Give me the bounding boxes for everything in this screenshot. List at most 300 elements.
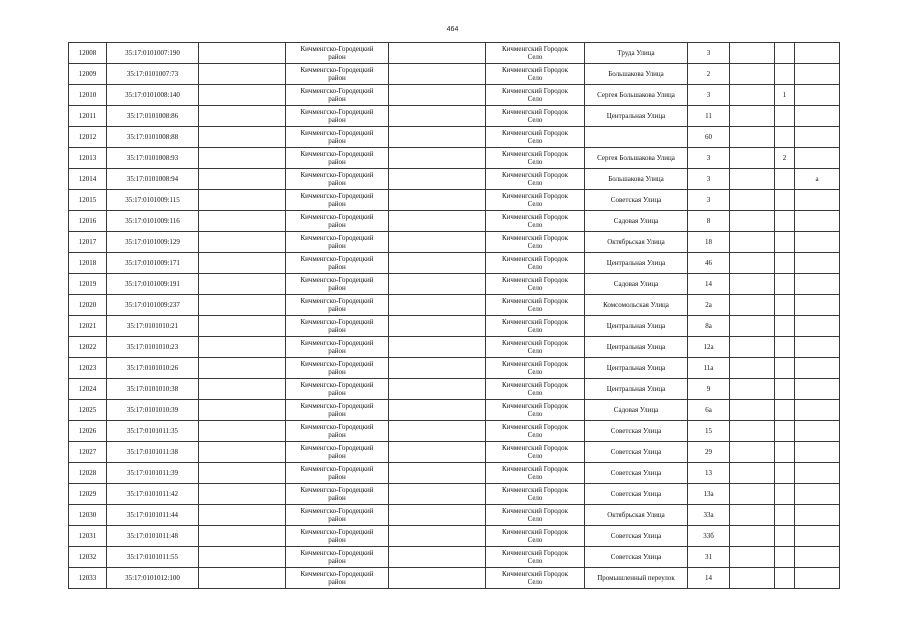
empty-cell — [199, 400, 286, 421]
cadastral-number: 35:17:0101011:42 — [107, 484, 199, 505]
district-name-line-2: район — [328, 95, 346, 103]
house-number: 31 — [688, 547, 730, 568]
street-name: Садовая Улица — [585, 274, 688, 295]
empty-cell — [730, 148, 775, 169]
empty-cell — [199, 442, 286, 463]
locality-name-line-1: Кичменгский Городок — [501, 234, 569, 242]
cadastral-number: 35:17:0101009:191 — [107, 274, 199, 295]
building-letter: а — [795, 169, 840, 190]
block-number — [775, 274, 795, 295]
district-name-line-1: Кичменгско-Городецкий — [300, 507, 374, 515]
record-number: 12018 — [69, 253, 107, 274]
street-name: Советская Улица — [585, 190, 688, 211]
locality-name-line-2: Село — [527, 431, 543, 439]
district-name — [286, 148, 389, 169]
district-name — [286, 400, 389, 421]
building-letter — [795, 127, 840, 148]
locality-name-line-2: Село — [527, 242, 543, 250]
house-number: 2а — [688, 295, 730, 316]
district-name-line-1: Кичменгско-Городецкий — [300, 171, 374, 179]
district-name-line-2: район — [328, 536, 346, 544]
empty-cell — [199, 568, 286, 589]
cadastral-number: 35:17:0101010:38 — [107, 379, 199, 400]
record-number: 12032 — [69, 547, 107, 568]
record-number: 12011 — [69, 106, 107, 127]
empty-cell — [199, 316, 286, 337]
district-name-line-1: Кичменгско-Городецкий — [300, 423, 374, 431]
street-name: Советская Улица — [585, 463, 688, 484]
block-number: 1 — [775, 85, 795, 106]
district-name-line-1: Кичменгско-Городецкий — [300, 444, 374, 452]
house-number: 60 — [688, 127, 730, 148]
locality-name-line-2: Село — [527, 53, 543, 61]
empty-cell — [730, 232, 775, 253]
empty-cell — [199, 64, 286, 85]
empty-cell — [730, 442, 775, 463]
empty-cell — [730, 505, 775, 526]
block-number — [775, 106, 795, 127]
table-row — [69, 400, 840, 421]
house-number: 3 — [688, 190, 730, 211]
locality-name-line-1: Кичменгский Городок — [501, 297, 569, 305]
empty-cell — [389, 127, 486, 148]
district-name-line-2: район — [328, 557, 346, 565]
block-number — [775, 358, 795, 379]
district-name-line-1: Кичменгско-Городецкий — [300, 150, 374, 158]
record-number: 12025 — [69, 400, 107, 421]
district-name-line-1: Кичменгско-Городецкий — [300, 528, 374, 536]
locality-name — [486, 358, 585, 379]
district-name-line-2: район — [328, 158, 346, 166]
table-row — [69, 64, 840, 85]
locality-name — [486, 505, 585, 526]
street-name: Советская Улица — [585, 421, 688, 442]
locality-name-line-1: Кичменгский Городок — [501, 150, 569, 158]
locality-name-line-1: Кичменгский Городок — [501, 276, 569, 284]
locality-name-line-1: Кичменгский Городок — [501, 549, 569, 557]
record-number: 12016 — [69, 211, 107, 232]
block-number — [775, 43, 795, 64]
district-name-line-1: Кичменгско-Городецкий — [300, 66, 374, 74]
house-number: 6а — [688, 400, 730, 421]
locality-name — [486, 463, 585, 484]
table-row — [69, 547, 840, 568]
district-name-line-1: Кичменгско-Городецкий — [300, 381, 374, 389]
locality-name-line-2: Село — [527, 515, 543, 523]
district-name-line-1: Кичменгско-Городецкий — [300, 339, 374, 347]
locality-name — [486, 190, 585, 211]
locality-name-line-1: Кичменгский Городок — [501, 360, 569, 368]
locality-name — [486, 400, 585, 421]
district-name-line-1: Кичменгско-Городецкий — [300, 255, 374, 263]
locality-name-line-2: Село — [527, 95, 543, 103]
building-letter — [795, 526, 840, 547]
district-name — [286, 106, 389, 127]
table-row — [69, 526, 840, 547]
district-name-line-2: район — [328, 494, 346, 502]
locality-name — [486, 421, 585, 442]
district-name-line-1: Кичменгско-Городецкий — [300, 486, 374, 494]
table-row — [69, 505, 840, 526]
empty-cell — [389, 442, 486, 463]
locality-name-line-2: Село — [527, 389, 543, 397]
building-letter — [795, 400, 840, 421]
block-number — [775, 295, 795, 316]
address-registry-table — [68, 42, 840, 589]
empty-cell — [389, 505, 486, 526]
empty-cell — [730, 85, 775, 106]
empty-cell — [389, 400, 486, 421]
empty-cell — [730, 400, 775, 421]
district-name-line-1: Кичменгско-Городецкий — [300, 192, 374, 200]
district-name-line-2: район — [328, 452, 346, 460]
locality-name — [486, 43, 585, 64]
district-name-line-2: район — [328, 116, 346, 124]
house-number: 3 — [688, 43, 730, 64]
cadastral-number: 35:17:0101010:26 — [107, 358, 199, 379]
house-number: 14 — [688, 568, 730, 589]
street-name: Сергея Большакова Улица — [585, 148, 688, 169]
locality-name — [486, 253, 585, 274]
district-name — [286, 568, 389, 589]
locality-name-line-1: Кичменгский Городок — [501, 87, 569, 95]
empty-cell — [730, 316, 775, 337]
locality-name — [486, 232, 585, 253]
building-letter — [795, 379, 840, 400]
empty-cell — [199, 505, 286, 526]
locality-name-line-2: Село — [527, 305, 543, 313]
table-row — [69, 106, 840, 127]
empty-cell — [730, 169, 775, 190]
locality-name-line-1: Кичменгский Городок — [501, 570, 569, 578]
record-number: 12031 — [69, 526, 107, 547]
district-name — [286, 64, 389, 85]
block-number — [775, 484, 795, 505]
table-row — [69, 463, 840, 484]
cadastral-number: 35:17:0101011:39 — [107, 463, 199, 484]
building-letter — [795, 295, 840, 316]
district-name-line-2: район — [328, 347, 346, 355]
record-number: 12026 — [69, 421, 107, 442]
building-letter — [795, 274, 840, 295]
locality-name-line-1: Кичменгский Городок — [501, 192, 569, 200]
district-name — [286, 85, 389, 106]
locality-name-line-1: Кичменгский Городок — [501, 465, 569, 473]
house-number: 11а — [688, 358, 730, 379]
empty-cell — [199, 169, 286, 190]
house-number: 14 — [688, 274, 730, 295]
record-number: 12020 — [69, 295, 107, 316]
cadastral-number: 35:17:0101011:48 — [107, 526, 199, 547]
empty-cell — [389, 358, 486, 379]
cadastral-number: 35:17:0101007:73 — [107, 64, 199, 85]
block-number — [775, 505, 795, 526]
empty-cell — [389, 169, 486, 190]
table-row — [69, 127, 840, 148]
block-number — [775, 526, 795, 547]
empty-cell — [389, 85, 486, 106]
house-number: 18 — [688, 232, 730, 253]
district-name-line-2: район — [328, 242, 346, 250]
locality-name-line-2: Село — [527, 368, 543, 376]
cadastral-number: 35:17:0101009:129 — [107, 232, 199, 253]
locality-name-line-1: Кичменгский Городок — [501, 318, 569, 326]
street-name: Советская Улица — [585, 484, 688, 505]
locality-name-line-2: Село — [527, 74, 543, 82]
building-letter — [795, 316, 840, 337]
building-letter — [795, 421, 840, 442]
table-body — [69, 43, 840, 589]
locality-name-line-2: Село — [527, 452, 543, 460]
empty-cell — [199, 211, 286, 232]
locality-name — [486, 274, 585, 295]
block-number: 2 — [775, 148, 795, 169]
building-letter — [795, 253, 840, 274]
district-name-line-1: Кичменгско-Городецкий — [300, 360, 374, 368]
table-row — [69, 337, 840, 358]
empty-cell — [199, 547, 286, 568]
building-letter — [795, 148, 840, 169]
street-name: Садовая Улица — [585, 211, 688, 232]
locality-name — [486, 106, 585, 127]
empty-cell — [389, 547, 486, 568]
district-name-line-2: район — [328, 137, 346, 145]
street-name: Центральная Улица — [585, 106, 688, 127]
cadastral-number: 35:17:0101009:115 — [107, 190, 199, 211]
house-number: 12а — [688, 337, 730, 358]
table-row — [69, 253, 840, 274]
district-name — [286, 379, 389, 400]
locality-name-line-1: Кичменгский Городок — [501, 528, 569, 536]
empty-cell — [389, 421, 486, 442]
district-name-line-2: район — [328, 431, 346, 439]
cadastral-number: 35:17:0101011:44 — [107, 505, 199, 526]
locality-name — [486, 379, 585, 400]
street-name: Октябрьская Улица — [585, 505, 688, 526]
record-number: 12029 — [69, 484, 107, 505]
district-name-line-1: Кичменгско-Городецкий — [300, 129, 374, 137]
empty-cell — [730, 337, 775, 358]
locality-name-line-1: Кичменгский Городок — [501, 255, 569, 263]
district-name-line-1: Кичменгско-Городецкий — [300, 108, 374, 116]
block-number — [775, 253, 795, 274]
empty-cell — [389, 43, 486, 64]
cadastral-number: 35:17:0101012:100 — [107, 568, 199, 589]
empty-cell — [730, 295, 775, 316]
empty-cell — [730, 190, 775, 211]
district-name-line-1: Кичменгско-Городецкий — [300, 402, 374, 410]
district-name — [286, 127, 389, 148]
building-letter — [795, 505, 840, 526]
district-name — [286, 505, 389, 526]
locality-name-line-2: Село — [527, 221, 543, 229]
building-letter — [795, 568, 840, 589]
street-name: Центральная Улица — [585, 379, 688, 400]
locality-name — [486, 337, 585, 358]
record-number: 12021 — [69, 316, 107, 337]
block-number — [775, 169, 795, 190]
cadastral-number: 35:17:0101011:38 — [107, 442, 199, 463]
cadastral-number: 35:17:0101011:55 — [107, 547, 199, 568]
locality-name-line-2: Село — [527, 473, 543, 481]
district-name — [286, 253, 389, 274]
table-row — [69, 358, 840, 379]
empty-cell — [199, 85, 286, 106]
district-name-line-2: район — [328, 263, 346, 271]
district-name-line-2: район — [328, 200, 346, 208]
street-name: Советская Улица — [585, 526, 688, 547]
table-row — [69, 568, 840, 589]
record-number: 12028 — [69, 463, 107, 484]
cadastral-number: 35:17:0101008:93 — [107, 148, 199, 169]
locality-name-line-1: Кичменгский Городок — [501, 66, 569, 74]
street-name: Центральная Улица — [585, 358, 688, 379]
empty-cell — [199, 421, 286, 442]
empty-cell — [730, 274, 775, 295]
building-letter — [795, 463, 840, 484]
record-number: 12023 — [69, 358, 107, 379]
record-number: 12014 — [69, 169, 107, 190]
table-row — [69, 43, 840, 64]
empty-cell — [730, 568, 775, 589]
district-name-line-1: Кичменгско-Городецкий — [300, 570, 374, 578]
record-number: 12008 — [69, 43, 107, 64]
district-name — [286, 295, 389, 316]
street-name: Комсомольская Улица — [585, 295, 688, 316]
locality-name-line-1: Кичменгский Городок — [501, 339, 569, 347]
locality-name — [486, 442, 585, 463]
empty-cell — [389, 64, 486, 85]
empty-cell — [199, 379, 286, 400]
empty-cell — [389, 463, 486, 484]
district-name-line-2: район — [328, 284, 346, 292]
street-name: Большакова Улица — [585, 169, 688, 190]
table-row — [69, 379, 840, 400]
locality-name-line-2: Село — [527, 578, 543, 586]
locality-name — [486, 148, 585, 169]
record-number: 12017 — [69, 232, 107, 253]
page-number: 464 — [446, 26, 459, 33]
locality-name-line-1: Кичменгский Городок — [501, 171, 569, 179]
empty-cell — [199, 106, 286, 127]
locality-name-line-2: Село — [527, 347, 543, 355]
empty-cell — [389, 211, 486, 232]
district-name-line-2: район — [328, 410, 346, 418]
district-name — [286, 169, 389, 190]
block-number — [775, 211, 795, 232]
building-letter — [795, 442, 840, 463]
record-number: 12019 — [69, 274, 107, 295]
street-name: Октябрьская Улица — [585, 232, 688, 253]
district-name-line-2: район — [328, 473, 346, 481]
building-letter — [795, 547, 840, 568]
house-number: 33б — [688, 526, 730, 547]
district-name-line-1: Кичменгско-Городецкий — [300, 297, 374, 305]
district-name-line-2: район — [328, 389, 346, 397]
locality-name — [486, 64, 585, 85]
empty-cell — [389, 274, 486, 295]
district-name-line-2: район — [328, 515, 346, 523]
empty-cell — [730, 358, 775, 379]
block-number — [775, 127, 795, 148]
district-name-line-2: район — [328, 179, 346, 187]
empty-cell — [389, 190, 486, 211]
district-name — [286, 442, 389, 463]
district-name-line-2: район — [328, 221, 346, 229]
block-number — [775, 379, 795, 400]
empty-cell — [199, 337, 286, 358]
record-number: 12010 — [69, 85, 107, 106]
block-number — [775, 547, 795, 568]
locality-name-line-1: Кичменгский Городок — [501, 45, 569, 53]
cadastral-number: 35:17:0101009:237 — [107, 295, 199, 316]
empty-cell — [199, 43, 286, 64]
empty-cell — [199, 526, 286, 547]
locality-name-line-1: Кичменгский Городок — [501, 402, 569, 410]
empty-cell — [730, 106, 775, 127]
locality-name-line-2: Село — [527, 326, 543, 334]
locality-name-line-1: Кичменгский Городок — [501, 381, 569, 389]
street-name: Большакова Улица — [585, 64, 688, 85]
empty-cell — [730, 64, 775, 85]
cadastral-number: 35:17:0101007:190 — [107, 43, 199, 64]
building-letter — [795, 43, 840, 64]
table-row — [69, 442, 840, 463]
district-name-line-2: район — [328, 74, 346, 82]
empty-cell — [199, 253, 286, 274]
cadastral-number: 35:17:0101010:39 — [107, 400, 199, 421]
block-number — [775, 232, 795, 253]
house-number: 13а — [688, 484, 730, 505]
district-name — [286, 190, 389, 211]
locality-name-line-1: Кичменгский Городок — [501, 486, 569, 494]
house-number: 3 — [688, 169, 730, 190]
record-number: 12030 — [69, 505, 107, 526]
empty-cell — [389, 568, 486, 589]
cadastral-number: 35:17:0101008:86 — [107, 106, 199, 127]
building-letter — [795, 106, 840, 127]
empty-cell — [199, 127, 286, 148]
street-name: Советская Улица — [585, 442, 688, 463]
empty-cell — [730, 253, 775, 274]
empty-cell — [730, 526, 775, 547]
house-number: 8а — [688, 316, 730, 337]
locality-name-line-1: Кичменгский Городок — [501, 108, 569, 116]
block-number — [775, 316, 795, 337]
street-name — [585, 127, 688, 148]
locality-name-line-1: Кичменгский Городок — [501, 129, 569, 137]
record-number: 12027 — [69, 442, 107, 463]
cadastral-number: 35:17:0101009:171 — [107, 253, 199, 274]
locality-name-line-2: Село — [527, 116, 543, 124]
block-number — [775, 337, 795, 358]
district-name-line-1: Кичменгско-Городецкий — [300, 45, 374, 53]
locality-name — [486, 211, 585, 232]
district-name — [286, 274, 389, 295]
empty-cell — [199, 358, 286, 379]
house-number: 13 — [688, 463, 730, 484]
table-row — [69, 190, 840, 211]
cadastral-number: 35:17:0101008:94 — [107, 169, 199, 190]
district-name-line-1: Кичменгско-Городецкий — [300, 87, 374, 95]
empty-cell — [389, 232, 486, 253]
locality-name — [486, 295, 585, 316]
cadastral-number: 35:17:0101011:35 — [107, 421, 199, 442]
table-row — [69, 274, 840, 295]
empty-cell — [389, 295, 486, 316]
district-name — [286, 337, 389, 358]
house-number: 46 — [688, 253, 730, 274]
